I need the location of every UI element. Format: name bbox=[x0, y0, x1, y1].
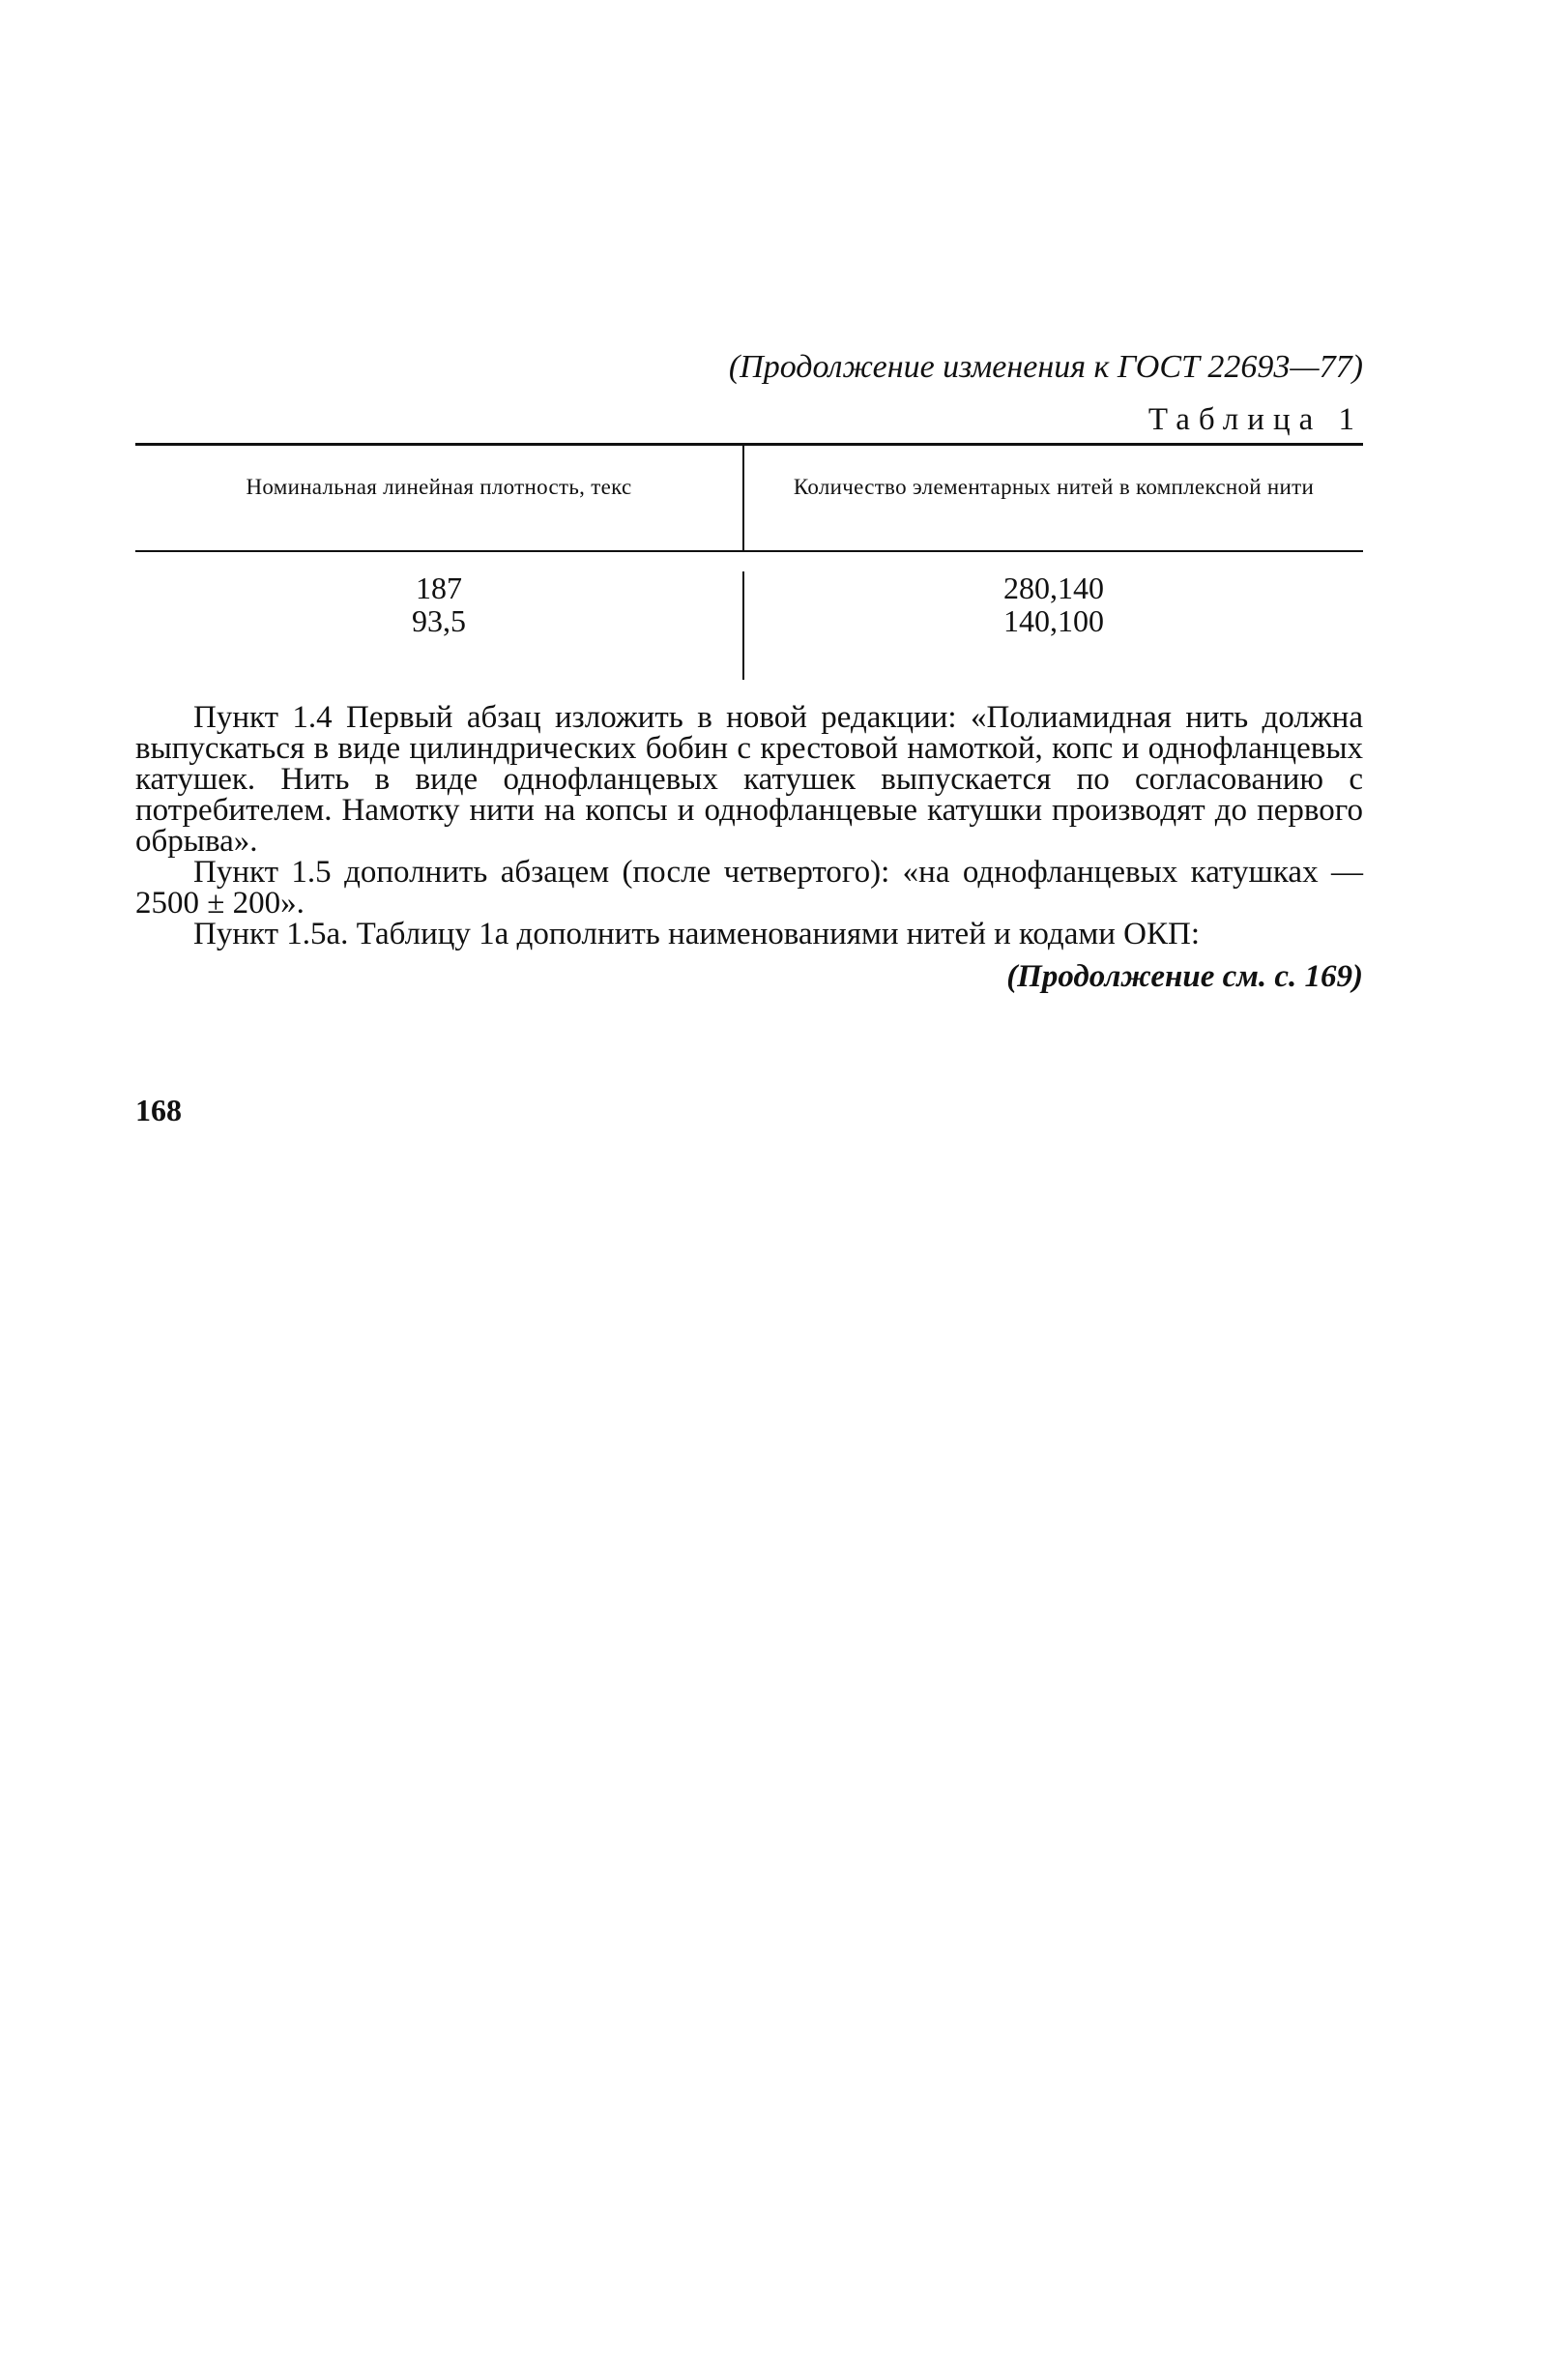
table-cell: 93,5 bbox=[412, 603, 466, 638]
paragraph-item-1-5a: Пункт 1.5а. Таблицу 1а дополнить наименованиями нитей и кодами ОКП: bbox=[193, 917, 1200, 951]
continuation-note: (Продолжение см. с. 169) bbox=[1006, 959, 1363, 994]
table-caption: Таблица 1 bbox=[1147, 402, 1363, 437]
continuation-header: (Продолжение изменения к ГОСТ 22693—77) bbox=[728, 349, 1363, 385]
paragraph-item-1-5: Пункт 1.5 дополнить абзацем (после четвертого): «на однофланцевых катушках — 2500 ± 200». bbox=[135, 855, 1363, 921]
amendment-text bbox=[135, 702, 1363, 992]
table-body bbox=[135, 552, 1363, 680]
column-header-density: Номинальная линейная плотность, текс bbox=[135, 446, 744, 550]
page-number: 168 bbox=[135, 1093, 182, 1127]
column-filament-count-values bbox=[744, 571, 1363, 680]
data-table bbox=[135, 443, 1363, 680]
column-header-filament-count: Количество элементарных нитей в комплексной нити bbox=[793, 475, 1315, 499]
table-cell: 187 bbox=[416, 570, 462, 605]
table-header-row bbox=[135, 446, 1363, 550]
table-cell: 140,100 bbox=[1003, 603, 1104, 638]
table-cell: 280,140 bbox=[1003, 570, 1104, 605]
paragraph-item-1-4: Пункт 1.4 Первый абзац изложить в новой редакции: «Полиамидная нить должна выпускаться в виде цилиндрических бобин с крестовой намоткой, копс и однофланцевых катушек. Нить в виде однофланцевых катушек выпускается по согласованию с потребителем. Намотку нити на копсы и однофланцевые катушки производят до первого обрыва». bbox=[135, 700, 1363, 859]
column-density-values bbox=[135, 571, 744, 680]
